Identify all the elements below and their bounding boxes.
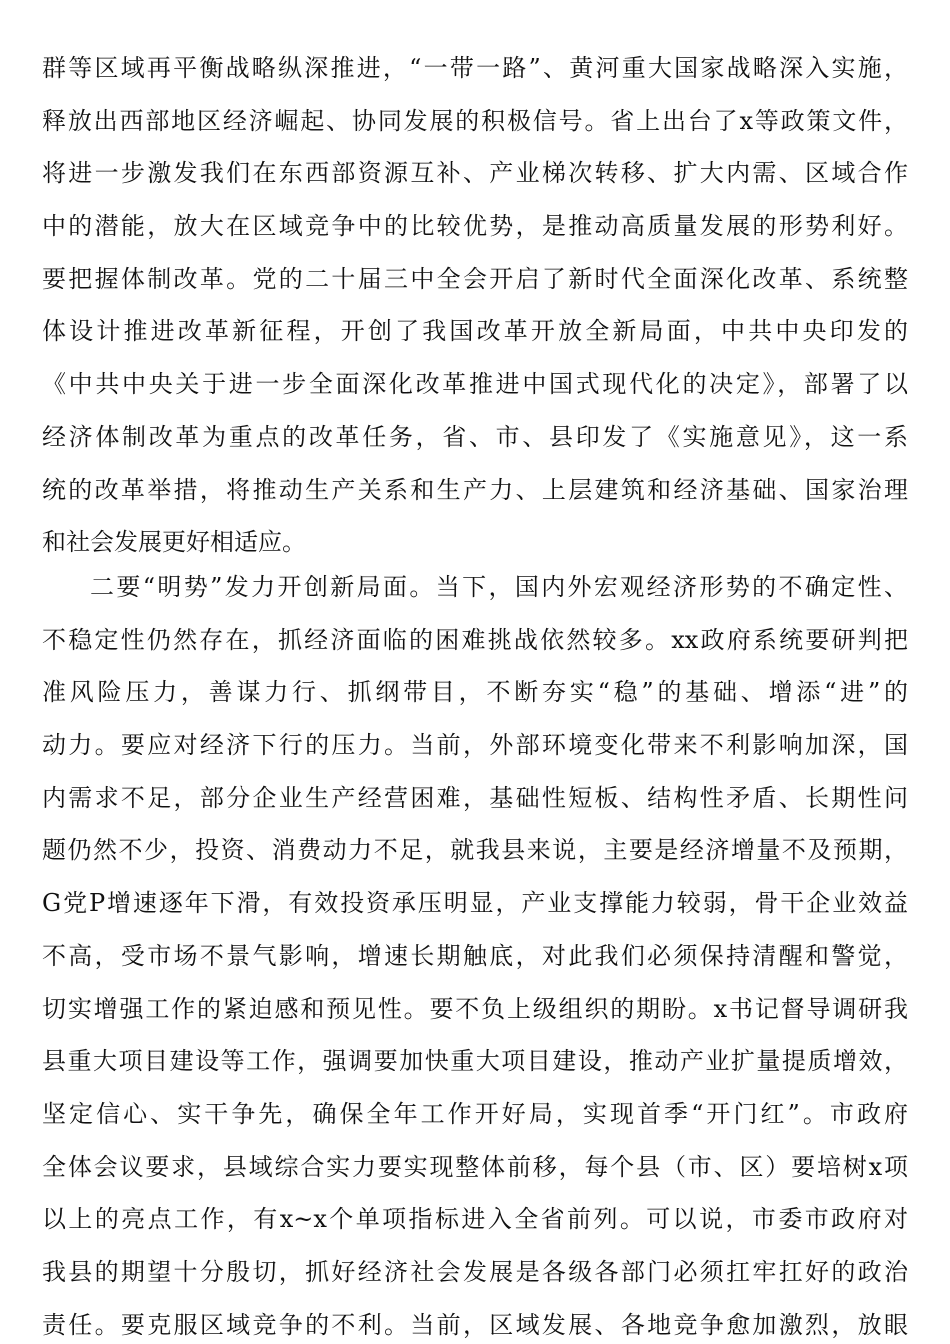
text-line: 《中共中央关于进一步全面深化改革推进中国式现代化的决定》，部署了以 [42, 370, 908, 399]
text-line: 体设计推进改革新征程，开创了我国改革开放全新局面，中共中央印发的 [42, 317, 908, 346]
text-line: 县重大项目建设等工作，强调要加快重大项目建设，推动产业扩量提质增效， [42, 1047, 908, 1076]
text-line: G党P增速逐年下滑，有效投资承压明显，产业支撑能力较弱，骨干企业效益 [42, 889, 908, 918]
text-line: 统的改革举措，将推动生产关系和生产力、上层建筑和经济基础、国家治理 [42, 475, 908, 504]
text-line: 释放出西部地区经济崛起、协同发展的积极信号。省上出台了x等政策文件， [42, 106, 908, 135]
paragraph-heading-line: 二要“明势”发力开创新局面。当下，国内外宏观经济形势的不确定性、 [90, 573, 908, 601]
text-line: 以上的亮点工作，有x~x个单项指标进入全省前列。可以说，市委市政府对 [42, 1205, 908, 1234]
text-line: 责任。要克服区域竞争的不利。当前，区域发展、各地竞争愈加激烈，放眼 [42, 1310, 908, 1339]
text-line: 不稳定性仍然存在，抓经济面临的困难挑战依然较多。xx政府系统要研判把 [42, 625, 908, 654]
text-line: 中的潜能，放大在区域竞争中的比较优势，是推动高质量发展的形势利好。 [42, 212, 908, 241]
text-line: 内需求不足，部分企业生产经营困难，基础性短板、结构性矛盾、长期性问 [42, 783, 908, 812]
text-line: 动力。要应对经济下行的压力。当前，外部环境变化带来不利影响加深，国 [42, 731, 908, 760]
text-line: 和社会发展更好相适应。 [42, 528, 306, 557]
text-line: 将进一步激发我们在东西部资源互补、产业梯次转移、扩大内需、区域合作 [42, 159, 908, 188]
paragraph-second-point [42, 561, 908, 1344]
paragraph-regional-strategy [42, 42, 908, 569]
text-line: 全体会议要求，县域综合实力要实现整体前移，每个县（市、区）要培树x项 [42, 1152, 908, 1181]
text-line: 不高，受市场不景气影响，增速长期触底，对此我们必须保持清醒和警觉， [42, 941, 908, 970]
text-line: 坚定信心、实干争先，确保全年工作开好局，实现首季“开门红”。市政府 [42, 1099, 908, 1128]
text-line: 题仍然不少，投资、消费动力不足，就我县来说，主要是经济增量不及预期， [42, 836, 908, 865]
text-line: 要把握体制改革。党的二十届三中全会开启了新时代全面深化改革、系统整 [42, 264, 908, 293]
text-line: 准风险压力，善谋力行、抓纲带目，不断夯实“稳”的基础、增添“进”的 [42, 678, 908, 707]
text-line: 群等区域再平衡战略纵深推进，“一带一路”、黄河重大国家战略深入实施， [42, 54, 908, 82]
text-line: 切实增强工作的紧迫感和预见性。要不负上级组织的期盼。x书记督导调研我 [42, 994, 908, 1023]
text-line: 我县的期望十分殷切，抓好经济社会发展是各级各部门必须扛牢扛好的政治 [42, 1257, 908, 1286]
text-line: 经济体制改革为重点的改革任务，省、市、县印发了《实施意见》，这一系 [42, 422, 908, 451]
